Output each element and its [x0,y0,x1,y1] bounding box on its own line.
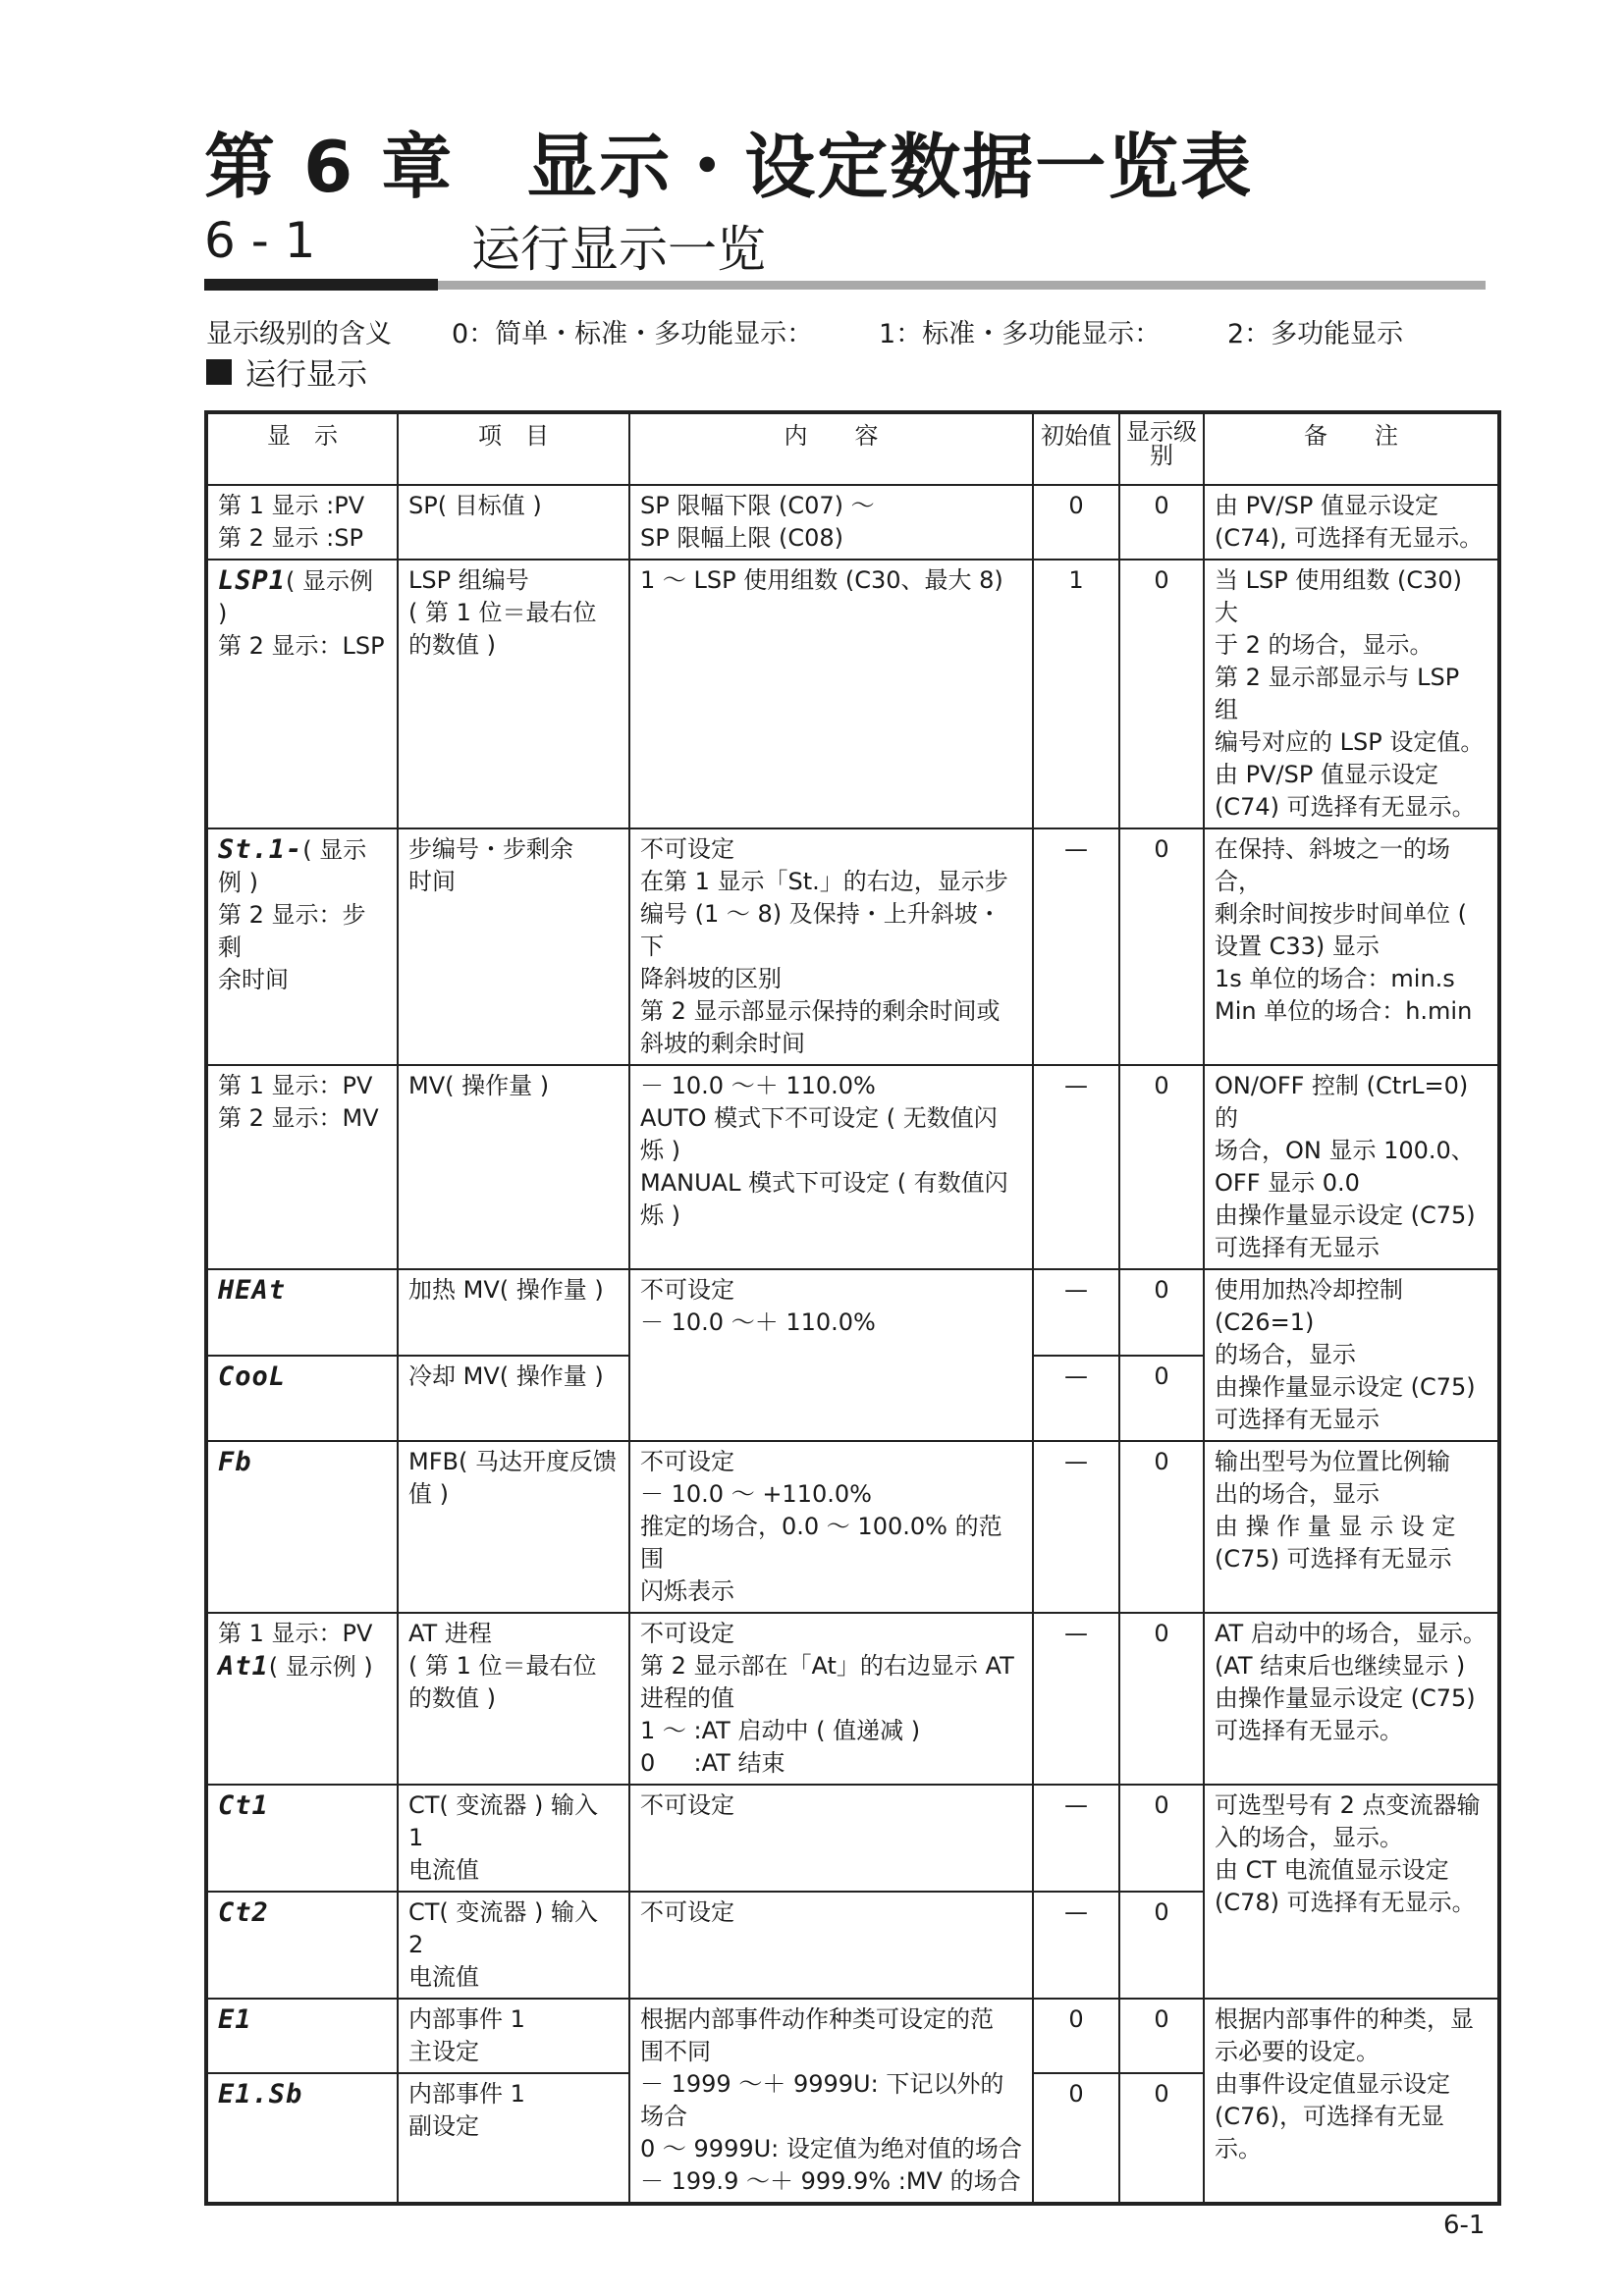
content-text: 第 2 显示部在「At」的右边显示 AT [640,1652,1014,1680]
cell-display [206,1269,398,1356]
cell-item [398,1269,629,1356]
content-text: 第 2 显示部显示保持的剩余时间或 [640,997,1001,1025]
content-text: SP 限幅上限 (C08) [640,524,843,552]
section-number: 6 - 1 [204,212,316,269]
cell-initial: 0 [1033,1999,1119,2073]
cell-content [629,1892,1033,1999]
cell-content [629,828,1033,1065]
cell-display [206,1065,398,1269]
cell-initial: — [1033,1892,1119,1999]
header-display: 显 示 [206,412,398,485]
cell-level: 0 [1119,1065,1204,1269]
note-text: 由 PV/SP 值显示设定 [1215,492,1438,519]
item-text: 内部事件 1 [408,2005,525,2033]
table-row [206,1785,1499,1892]
note-text: 当 LSP 使用组数 (C30) 大 [1215,566,1462,626]
note-text: 可选型号有 2 点变流器输 [1215,1791,1481,1819]
cell-initial: — [1033,1269,1119,1356]
note-text: 由操作量显示设定 (C75) [1215,1684,1476,1712]
note-text: 可选择有无显示 [1215,1234,1380,1261]
cell-display [206,560,398,828]
note-text: (C74) 可选择有无显示。 [1215,793,1476,821]
cell-item [398,1892,629,1999]
subheading-text: 运行显示 [245,357,367,393]
item-text: CT( 变流器 ) 输入 1 [408,1791,599,1851]
subheading [206,349,367,394]
chapter-title: 第 6 章 显示・设定数据一览表 [204,126,1254,208]
lcd-readout: Ct2 [218,1897,269,1928]
note-text: Min 单位的场合：h.min [1215,997,1473,1025]
content-text: 烁 ) [640,1201,680,1229]
table-row [206,1441,1499,1613]
cell-initial: — [1033,1785,1119,1892]
display-text: ( 显示例 ) [268,1653,373,1681]
cell-level: 0 [1119,1999,1204,2073]
cell-level: 0 [1119,1441,1204,1613]
square-bullet-icon [206,359,232,385]
item-text: 的数值 ) [408,1684,496,1712]
cell-item [398,485,629,560]
cell-item [398,828,629,1065]
note-text: 入的场合，显示。 [1215,1824,1403,1851]
cell-item [398,2073,629,2204]
content-text: 不可设定 [640,1791,734,1819]
table-row [206,485,1499,560]
content-text: 烁 ) [640,1137,680,1164]
content-text: 1 ～ :AT 启动中 ( 值递减 ) [640,1717,921,1744]
item-text: 加热 MV( 操作量 ) [408,1276,604,1304]
cell-content [629,1999,1033,2204]
legend-level-1: 1：标准・多功能显示： [879,319,1162,349]
cell-level: 0 [1119,828,1204,1065]
table-row [206,1065,1499,1269]
content-text: 不可设定 [640,1276,734,1304]
content-text: MANUAL 模式下可设定 ( 有数值闪 [640,1169,1008,1197]
content-text: 场合 [640,2103,687,2130]
cell-item [398,1785,629,1892]
content-text: － 10.0 ～ +110.0% [640,1480,872,1508]
item-text: 副设定 [408,2112,479,2140]
note-text: 由操作量显示设定 (C75) [1215,1373,1476,1401]
section-title: 运行显示一览 [471,221,766,278]
content-text: 编号 (1 ～ 8) 及保持・上升斜坡・下 [640,900,1001,960]
note-text: (AT 结束后也继续显示 ) [1215,1652,1466,1680]
header-notes: 备 注 [1204,412,1499,485]
cell-notes [1204,560,1499,828]
note-text: 由操作量显示设定 (C75) [1215,1201,1476,1229]
note-text: ON/OFF 控制 (CtrL=0) 的 [1215,1072,1469,1132]
content-text: 不可设定 [640,1898,734,1926]
note-text: (C78) 可选择有无显示。 [1215,1889,1476,1916]
content-text: 推定的场合，0.0 ～ 100.0% 的范围 [640,1513,1002,1573]
content-text: － 199.9 ～＋ 999.9% :MV 的场合 [640,2167,1021,2195]
note-text: 场合，ON 显示 100.0、 [1215,1137,1475,1164]
legend-level-2: 2：多功能显示 [1227,319,1404,349]
lcd-readout: E1.Sb [218,2079,303,2109]
cell-initial: 0 [1033,2073,1119,2204]
page-number: 6-1 [1443,2211,1486,2240]
display-text: 第 2 显示：MV [218,1104,379,1132]
lcd-readout: LSP1 [218,565,287,596]
header-initial-value: 初始值 [1033,412,1119,485]
content-text: － 10.0 ～＋ 110.0% [640,1308,876,1336]
note-text: 的场合，显示 [1215,1341,1356,1368]
cell-level: 0 [1119,1892,1204,1999]
item-text: 电流值 [408,1856,479,1884]
cell-level: 0 [1119,560,1204,828]
content-text: 闪烁表示 [640,1577,734,1605]
display-text: ( 显示例 ) [218,567,374,627]
cell-item [398,1441,629,1613]
cell-item [398,1613,629,1785]
display-text: 第 2 显示：步剩 [218,901,366,961]
cell-content [629,1065,1033,1269]
item-text: 内部事件 1 [408,2080,525,2108]
cell-initial: — [1033,1613,1119,1785]
content-text: 不可设定 [640,1620,734,1647]
cell-content [629,560,1033,828]
display-text: 第 2 显示 :SP [218,524,363,552]
display-text: 第 1 显示：PV [218,1620,373,1647]
item-text: 值 ) [408,1480,449,1508]
cell-level: 0 [1119,1785,1204,1892]
section-rule-thick [204,279,438,291]
content-text: 降斜坡的区别 [640,965,782,992]
cell-item [398,1065,629,1269]
content-text: 围不同 [640,2038,711,2065]
cell-display [206,485,398,560]
item-text: 的数值 ) [408,631,496,659]
table-row [206,1613,1499,1785]
item-text: ( 第 1 位＝最右位 [408,599,597,626]
cell-initial: — [1033,1356,1119,1442]
item-text: AT 进程 [408,1620,492,1647]
lcd-readout: St.1- [218,834,303,865]
cell-content [629,1613,1033,1785]
cell-display [206,828,398,1065]
header-content: 内 容 [629,412,1033,485]
cell-level: 0 [1119,1269,1204,1356]
content-text: 不可设定 [640,835,734,863]
cell-level: 0 [1119,1613,1204,1785]
table-row [206,828,1499,1065]
note-text: 第 2 显示部显示与 LSP 组 [1215,664,1460,723]
content-text: AUTO 模式下不可设定 ( 无数值闪 [640,1104,998,1132]
lcd-readout: HEAt [218,1275,287,1306]
cell-display [206,1999,398,2073]
table-row [206,1269,1499,1356]
content-text: 不可设定 [640,1448,734,1475]
table-row [206,1999,1499,2073]
content-text: 1 ～ LSP 使用组数 (C30、最大 8) [640,566,1003,594]
note-text: 出的场合，显示 [1215,1480,1380,1508]
cell-level: 0 [1119,2073,1204,2204]
cell-content [629,1441,1033,1613]
item-text: 主设定 [408,2038,479,2065]
note-text: 由事件设定值显示设定 [1215,2070,1450,2098]
note-text: 可选择有无显示 [1215,1406,1380,1433]
display-text: 第 2 显示：LSP [218,632,385,660]
item-text: 步编号・步剩余 [408,835,573,863]
cell-content [629,1269,1033,1441]
cell-display [206,1892,398,1999]
note-text: 于 2 的场合，显示。 [1215,631,1434,659]
display-text: 第 1 显示：PV [218,1072,373,1099]
legend-label: 显示级别的含义 [206,319,392,349]
lcd-readout: Ct1 [218,1790,269,1821]
lcd-readout: CooL [218,1361,287,1392]
header-item: 项 目 [398,412,629,485]
item-text: MFB( 马达开度反馈 [408,1448,617,1475]
note-text: (C76)，可选择有无显示。 [1215,2103,1445,2163]
content-text: SP 限幅下限 (C07) ～ [640,492,875,519]
note-text: (C74), 可选择有无显示。 [1215,524,1484,552]
operation-display-table [204,410,1501,2206]
cell-level: 0 [1119,1356,1204,1442]
note-text: 由 CT 电流值显示设定 [1215,1856,1449,1884]
content-text: － 1999 ～＋ 9999U: 下记以外的 [640,2070,1004,2098]
note-text: 1s 单位的场合：min.s [1215,965,1455,992]
note-text: 输出型号为位置比例输 [1215,1448,1450,1475]
cell-display [206,2073,398,2204]
note-text: 根据内部事件的种类，显 [1215,2005,1474,2033]
content-text: 在第 1 显示「St.」的右边，显示步 [640,868,1008,895]
cell-notes [1204,1269,1499,1441]
note-text: 使用加热冷却控制(C26=1) [1215,1276,1403,1336]
cell-notes [1204,485,1499,560]
item-text: 电流值 [408,1963,479,1991]
note-text: OFF 显示 0.0 [1215,1169,1360,1197]
item-text: 时间 [408,868,456,895]
item-text: 冷却 MV( 操作量 ) [408,1362,604,1390]
content-text: 进程的值 [640,1684,734,1712]
cell-item [398,560,629,828]
note-text: 可选择有无显示。 [1215,1717,1403,1744]
section-rule-thin [438,281,1486,290]
cell-notes [1204,1785,1499,1999]
table-header-row [206,412,1499,485]
item-text: CT( 变流器 ) 输入 2 [408,1898,599,1958]
cell-notes [1204,828,1499,1065]
item-text: SP( 目标值 ) [408,492,542,519]
display-text: ( 显示例 ) [218,836,367,896]
note-text: AT 启动中的场合，显示。 [1215,1620,1487,1647]
cell-initial: 0 [1033,485,1119,560]
cell-display [206,1613,398,1785]
cell-item [398,1356,629,1442]
cell-content [629,1785,1033,1892]
lcd-readout: E1 [218,2004,252,2035]
cell-display [206,1356,398,1442]
cell-notes [1204,1065,1499,1269]
content-text: 0 :AT 结束 [640,1749,785,1777]
note-text: 由 PV/SP 值显示设定 [1215,761,1438,788]
content-text: 斜坡的剩余时间 [640,1030,805,1057]
item-text: MV( 操作量 ) [408,1072,550,1099]
cell-notes [1204,1441,1499,1613]
note-text: 在保持、斜坡之一的场合， [1215,835,1450,895]
cell-display [206,1441,398,1613]
cell-notes [1204,1613,1499,1785]
legend-level-0: 0：简单・标准・多功能显示： [452,319,814,349]
lcd-readout: Fb [218,1447,252,1477]
header-display-level: 显示级别 [1119,412,1204,485]
lcd-readout: At1 [218,1651,269,1682]
note-text: (C75) 可选择有无显示 [1215,1545,1452,1573]
content-text: － 10.0 ～＋ 110.0% [640,1072,876,1099]
note-text: 示必要的设定。 [1215,2038,1380,2065]
note-text: 设置 C33) 显示 [1215,933,1380,960]
display-text: 余时间 [218,966,289,993]
note-text: 编号对应的 LSP 设定值。 [1215,728,1485,756]
note-text: 剩余时间按步时间单位 ( [1215,900,1467,928]
item-text: ( 第 1 位＝最右位 [408,1652,597,1680]
content-text: 0 ～ 9999U: 设定值为绝对值的场合 [640,2135,1022,2163]
cell-display [206,1785,398,1892]
cell-level: 0 [1119,485,1204,560]
table-row [206,560,1499,828]
cell-initial: — [1033,1441,1119,1613]
cell-initial: — [1033,1065,1119,1269]
note-text: 由 操 作 量 显 示 设 定 [1215,1513,1456,1540]
display-text: 第 1 显示 :PV [218,492,365,519]
cell-item [398,1999,629,2073]
cell-notes [1204,1999,1499,2204]
content-text: 根据内部事件动作种类可设定的范 [640,2005,994,2033]
item-text: LSP 组编号 [408,566,529,594]
cell-content [629,485,1033,560]
cell-initial: — [1033,828,1119,1065]
cell-initial: 1 [1033,560,1119,828]
